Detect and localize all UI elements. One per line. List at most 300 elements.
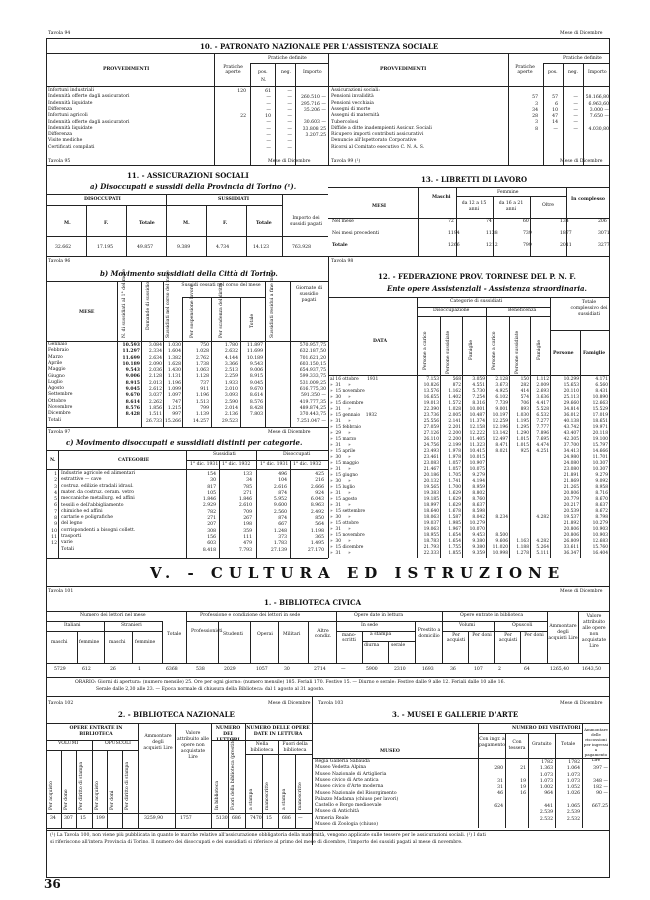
secc-category: estrattive — cave — [61, 477, 102, 483]
t98-label: Tavola 98 — [331, 259, 354, 264]
sec1-h-diurna: diurna — [364, 643, 380, 648]
sec10-h-pos: pos. — [258, 70, 268, 75]
sec1-h-serale: serale — [391, 643, 406, 648]
sec13-h-f1: da 12 a 15 anni — [461, 201, 487, 212]
sec10-left-row: Differenza — [48, 106, 73, 112]
sec12-title: 12. - FEDERAZIONE PROV. TORINESE DEL P. N. F. — [378, 272, 576, 281]
sec3-amm: 397 — 348 — 182 — 90 — 667.25 — [591, 766, 608, 810]
secb-c6: 11.897 11.699 10.189 9.543 9.006 8.915 9.045 9.670 8.614 8.576 8.428 7.803 — [246, 343, 263, 418]
sec10-h-aperte-r: Pratiche aperte — [515, 65, 535, 75]
sec13-cell: 206 — [598, 219, 607, 224]
t102-month: Mese di Dicembre — [268, 701, 311, 706]
sec13-cell: 739 — [523, 231, 532, 236]
sec2-h-opusc: OPUSCOLI — [105, 741, 131, 746]
sec1-value: 1 — [138, 667, 141, 672]
sec3-museum: Palazzo Madama (chiuso per lavori) — [315, 796, 399, 802]
sec2-h-amm: Ammontare degli acquisti Lire — [143, 734, 173, 751]
sec2-vh8: a stampa — [249, 788, 254, 810]
sec13-cell: 1194 — [448, 231, 460, 236]
secb-month: Marzo — [48, 354, 63, 360]
sec3-grat: 1782 1.363 1.073 1.073 1.002 964 441 2.539 2.532 — [539, 760, 553, 822]
sec1-h-femm2: femmine — [135, 640, 156, 645]
sec10-right-row: Assicurazioni sociali: — [331, 88, 380, 93]
secb-vh0: N. di sussidiati al 1° del mese — [122, 268, 127, 338]
sec1-h-stud: Studenti — [223, 632, 243, 637]
sec1-values — [46, 665, 610, 677]
sec1-value: 538 — [196, 667, 205, 672]
sec2-h-num: NUMERO DEI LETTORI — [215, 726, 241, 743]
sec3-museum: Museo di Antichità — [315, 809, 360, 815]
sec12-h-data: DATA — [373, 339, 388, 344]
sec13-row-label: Nel mese — [332, 219, 354, 224]
sec11-v0: 32.662 — [55, 245, 72, 250]
sec2-vh11: manoscritte — [298, 782, 303, 810]
sec3-h-num: NUMERO DEI VISITATORI — [512, 726, 581, 731]
secc-category: Industrie agricole ed alimentari — [61, 471, 136, 476]
sec10-h-neg: neg. — [281, 70, 292, 75]
sec13-cell: 1138 — [486, 231, 498, 236]
sec1-value: 64 — [524, 667, 530, 672]
sec10-right-row: Ricupero importi contributi assicurativi — [331, 132, 424, 138]
sec1-value: 107 — [474, 667, 483, 672]
sec1-h-doni1: Per doni — [472, 633, 492, 638]
secb-month: Totali — [48, 417, 61, 423]
sec1-h-vol: Volumi — [459, 623, 475, 628]
secc-h-d2b: 1° dic. 1932 — [293, 462, 322, 467]
sec10-right-row: Pensioni invalidità — [331, 94, 374, 100]
sec2-h-val: Valore attribuito alle opere non acquistate Lire — [177, 731, 209, 760]
sec13-title: 13. - LIBRETTI DI LAVORO — [421, 175, 528, 184]
sec2-vh7: Fuori della biblioteca (prestito) — [231, 737, 236, 810]
t99-label: Tavola 99 (¹) — [331, 159, 361, 164]
secc-category: del legno — [61, 521, 83, 527]
sec11-v1: 17.195 — [97, 245, 114, 250]
sec3-h-museo: MUSEO — [380, 749, 400, 754]
sec13-cell: 72 — [448, 219, 454, 224]
sec10-h-importo: Importo — [303, 70, 322, 75]
sec1-value: 5729 — [54, 667, 66, 672]
secc-category: costruz. edilizie stradali idraul. — [61, 483, 134, 489]
t96-label: Tavola 96 — [48, 259, 71, 264]
sec2-h-entr: OPERE ENTRATE IN BIBLIOTECA — [69, 726, 123, 737]
sec2-h-opere: NUMERO DELLE OPERE DATE IN LETTURA — [246, 726, 310, 737]
sec12-vh2: Famiglie — [469, 339, 474, 360]
secb-c1: 10.593 11.297 11.699 10.189 9.543 9.006 8.915 9.045 9.670 8.614 8.576 8.428 — [122, 343, 140, 418]
sec2-value: 15 — [80, 816, 86, 821]
sec12-h-pers: Persone — [553, 351, 574, 356]
sec1-h-tot: Totale — [167, 632, 182, 637]
sec2-vh2: Per diritto di stampa — [79, 761, 84, 810]
secb-month: Ottobre — [48, 398, 67, 404]
sec11-v5: 14.123 — [253, 245, 270, 250]
sec10-left-aperte: 120 22 — [237, 89, 246, 120]
secb-month: Aprile — [48, 360, 63, 366]
sec3-h-grat: Gratuito — [532, 742, 552, 747]
secc-c1: 154 30 817 105 1.846 2.929 782 271 207 308 156 603 8.418 — [202, 472, 216, 553]
sec3-museum: Museo Vedetta Alpina — [315, 765, 367, 771]
sec3-h-ct: Con tessera — [508, 740, 526, 751]
sec1-h-lett: Numero dei lettori nel mese — [80, 613, 146, 618]
secb-vh6: Sussidiati residui a fine mese — [270, 269, 275, 338]
sec12-c1: 7.153 10.826 13.576 16.655 19.013 22.390 23.736 25.556 27.059 27.126 26.110 24.756 23.493 23.461 23.083 21.467 20.186 20.132 19.565 19.383 19.185 18.997 18.640 18.063 19.037 19.063 18.955 18.783 21.793 22.333 — [423, 377, 439, 556]
sec1-value: 2310 — [394, 667, 406, 672]
sec3-museum: Museo Nazionale di Artiglieria — [315, 771, 387, 777]
secb-vh7: Giornate di sussidio pagati — [295, 286, 323, 303]
sec10-left-importo: 260.510 — 295.716 — 35.206 — 30.603 — 33.808 25 3.207.25 — [300, 95, 326, 139]
top-right-header: Mese di Dicembre — [560, 31, 603, 36]
sec2-values — [46, 816, 312, 826]
sec12-vh1: Persone sussidiate — [446, 330, 451, 374]
sec13-h-f3: Oltre — [542, 203, 554, 208]
secc-h-d1a: 1° dic. 1931 — [190, 462, 219, 467]
sec11-v6: 763.928 — [292, 245, 311, 250]
secc-category: corrispondenti a bisogni collett. — [61, 527, 136, 533]
sec13-cell: 1877 — [560, 231, 572, 236]
sec12-c6: 1.112 2.009 2.693 3.636 4.417 5.528 6.532 7.277 7.777 7.896 7.695 4.474 4.251 4.282 4.282 5.264 5.111 — [536, 377, 549, 556]
sec12-c2: 568 872 1.162 1.402 1.572 1.028 2.005 2.141 2.201 2.200 2.200 2.199 1.978 1.978 1.057 1.057 1.705 1.741 1.700 1.629 1.629 1.629 1.678 1.587 1.985 1.967 1.654 1.654 1.755 1.855 — [448, 377, 461, 556]
sec3-h-amm: Ammontare delle riscossioni per ingressi a pagamento Lire — [583, 727, 609, 762]
sec10-left-row: Indennità liquidate — [48, 100, 93, 106]
sec12-c5: 150 282 414 574 706 893 1.030 1.195 1.295 1.290 1.015 1.015 925 1.163 1.188 1.278 — [516, 377, 529, 556]
sec12-h-tot: Totale complessivo dei sussidiati — [570, 300, 608, 317]
secb-vh1: Domande di sussidio — [146, 281, 151, 330]
secc-category: tessili e dell'abbigliamento — [61, 502, 124, 508]
sec1-value: 26 — [110, 667, 116, 672]
sec3-note2: si riferiscono all'intera Provincia di Torino. Il numero dei disoccupati e dei sussidiati si riferisce al primo del mese di dicembre, l'importo dei sussidi pagati al mese di novembre. — [50, 840, 463, 845]
sec10-left-row: Infortuni industriali — [48, 88, 95, 93]
sec1-h-insede: In sede — [361, 623, 378, 628]
sec2-value: 199 — [96, 816, 105, 821]
sec1-h-ital: Italiani — [64, 623, 81, 628]
secc-category: mater. da costruz. ceram. vetro — [61, 489, 135, 495]
sec2-h-fuori: Fuori della biblioteca — [282, 742, 308, 753]
sec10-right-neg: — — — — — — — [573, 95, 578, 132]
sec10-left-row: Indennità offerte dagli assicuratori — [48, 119, 130, 125]
secc-n: 1 2 3 4 5 6 7 8 9 10 11 12 — [51, 472, 57, 547]
sec11-v3: 9.389 — [177, 245, 191, 250]
sec13-cell: 60 — [523, 219, 529, 224]
sec12-dates: al 16 ottobre 1931 » 31 » » 15 novembre » 30 » » 15 dicembre » 31 » » 15 gennaio 1932 » 31 » » 15 febbraio » 29 » » 15 marzo » 31 » » 15 aprile » 30 » » 15 maggio » 31 » » 15 giugno » 30 » » 15 luglio » 31 » » 15 agosto » 31 » » 15 settembre » 30 » » 15 ottobre » 31 » » 15 novembre » 30 » » 15 dicembre » 31 » — [330, 377, 379, 556]
sec10-h-n: N. — [261, 78, 267, 83]
t97-month: Mese di Dicembre — [268, 430, 311, 435]
secc-category: cartarie e poligrafiche — [61, 515, 113, 521]
sec1-h-maschi1: maschi — [51, 640, 68, 645]
sec3-ct: 21 19 19 16 — [520, 766, 526, 797]
sec11-title: 11. - ASSICURAZIONI SOCIALI — [127, 171, 249, 180]
sec1-value: 5900 — [366, 667, 378, 672]
sec10-h-definite-r: Pratiche definite — [563, 56, 602, 61]
secc-title: c) Movimento disoccupati e sussidiati distinti per categorie. — [66, 438, 303, 447]
sec1-h-amm: Ammontare degli acquisti Lire — [548, 624, 578, 641]
sec12-vh5: Famiglie — [537, 339, 542, 360]
sec11-h-f1: F. — [104, 221, 109, 226]
sec11-h-m1: M. — [64, 221, 71, 226]
secb-c4: 750 1.028 2.762 1.738 1.063 1.128 737 911 1.196 1.513 799 1.139 14.257 — [192, 343, 209, 424]
sec2-vh3: Per acquisto — [95, 781, 100, 810]
sec2-vh9: manoscritte — [265, 782, 270, 810]
sec1-h-acq1: Per acquisti — [446, 633, 466, 643]
secb-c2: 3.084 2.334 2.634 2.090 2.036 2.128 2.013 2.612 3.037 2.262 1.856 1.511 26.733 — [145, 343, 162, 424]
sec11-h-sussid: SUSSIDIATI — [218, 197, 250, 202]
sec3-museum: Castello e Borgo medioevale — [315, 803, 382, 809]
sec10-left-row: Certificati compilati — [48, 144, 95, 150]
sec3-museum: Armeria Reale — [315, 815, 349, 821]
secc-category: Totali — [61, 546, 74, 552]
sec2-vh6: In biblioteca — [215, 780, 220, 810]
sec1-h-opusc: Opuscoli — [512, 623, 533, 628]
t103-month: Mese di Dicembre — [560, 701, 603, 706]
secb-vh2: Sussidiati nel corso del mese — [166, 270, 171, 338]
sec12-h-dis: Disoccupazione — [433, 308, 470, 313]
sec10-left-row: Infortuni agricoli — [48, 113, 88, 119]
secc-c4: 425 216 2.666 924 6.043 8.963 2.492 850 564 1.198 365 1.495 27.170 — [307, 472, 324, 553]
secb-month: Giugno — [48, 373, 65, 379]
sec1-value: 1643,50 — [582, 667, 601, 672]
sec2-h-nella: Nella biblioteca — [250, 742, 274, 753]
sec12-vh3: Persone a carico — [492, 331, 497, 370]
secc-h-dis: Disoccupati — [283, 452, 311, 457]
sec13-h-maschi: Maschi — [432, 195, 451, 200]
sec10-right-row: Assegni di maternità — [331, 113, 380, 119]
sec12-c3: 3.059 4.551 5.730 7.254 8.316 10.001 10.487 11.374 12.158 12.222 11.405 11.323 10.415 10.015 10.907 10.075 9.279 4.194 8.959 8.802 8.760 8.637 8.598 8.042 10.279 10.070 9.453 9.380 9.380 9.359 — [469, 377, 485, 556]
sec12-h-fam: Famiglie — [583, 351, 606, 356]
sec3-museum: Museo civico d'Arte moderna — [315, 784, 384, 790]
sec1-h-stran: Stranieri — [121, 623, 142, 628]
sec13-h-tot: In complesso — [571, 197, 605, 202]
sec10-right-row: Assegni di morte — [331, 106, 371, 112]
sec10-right-row: Pensioni vecchiaia — [331, 100, 374, 106]
sec1-title: 1. - BIBLIOTECA CIVICA — [264, 598, 362, 607]
sec11-h-importo: Importo dei sussidi pagati — [289, 216, 323, 227]
sec2-value: 686 — [232, 816, 241, 821]
sec3-note1: (¹) La Tavola 100, non viene più pubblicata in quanto le marche relative all'assicurazione obbligatoria della maternità, vengono applicate sulle tessere per le assicurazioni sociali. (¹) I dati — [50, 833, 486, 838]
secb-month: Agosto — [48, 386, 64, 392]
sec10-right-row: Denuncie all'Ispettorato Corporative — [331, 138, 417, 144]
sec12-subtitle: Ente opere Assistenziali - Assistenza straordinaria. — [387, 284, 587, 293]
sec11-h-f2: F. — [223, 221, 228, 226]
sec3-tot: 1782 1.064 1.073 1.073 1.052 1.026 1.065 2.539 2.532 — [566, 760, 580, 822]
sec12-h-cat: Categorie di sussidiati — [450, 299, 503, 304]
secc-h-d2a: 1° dic. 1932 — [222, 462, 251, 467]
sec2-value: 7470 — [250, 816, 262, 821]
sec10-right-aperte: 57 3 34 28 3 8 — [532, 95, 538, 132]
sec2-value: 686 — [282, 816, 291, 821]
sec11-v4: 4.734 — [216, 245, 230, 250]
sec11-v2: 49.857 — [137, 245, 154, 250]
secc-category: meccaniche metallurg. ed affini — [61, 496, 135, 502]
sec10-right-importo: 58.166,80 6.963,60 3.000 — 7.650 — 4.030,80 — [585, 95, 609, 132]
sec10-h-aperte: Pratiche aperte — [223, 65, 243, 75]
sec1-h-val: Valore attribuito alle opere non acquistate Lire — [581, 614, 607, 649]
sec1-orario2: Serale dalle 2,30 alle 23. — Epoca normale di chiusura della Biblioteca: dal 1 agosto al 31 agosto. — [96, 687, 325, 692]
sec10-right-row: Tubercolosi — [331, 119, 359, 125]
sec10-right-row: Diffide a ditte inadempienti Assicur. Sociali — [331, 125, 432, 131]
sec2-value: — — [298, 816, 303, 821]
sec10-h-neg-r: neg. — [568, 70, 579, 75]
sec1-value: 1265,40 — [550, 667, 569, 672]
secc-h-n: N. — [50, 458, 56, 463]
sec13-cell: 3071 — [598, 231, 610, 236]
sec2-value: 5130 — [216, 816, 228, 821]
sec12-h-ben: Beneficenza — [508, 308, 537, 313]
sec3-museum: Regia Galleria Sabauda — [315, 759, 370, 764]
sec3-h-cp: Con ingr. a pagamento — [479, 737, 506, 748]
sec2-title: 2. - BIBLIOTECA NAZIONALE — [118, 710, 235, 719]
top-left-header: Tavola 94 — [48, 31, 71, 36]
sec2-vh1: Per dono — [64, 789, 69, 810]
sec10-left-pos: 61 — — — 10 — — — — — — [265, 89, 271, 151]
secb-vh3: Per sospensione lavoro — [190, 284, 195, 338]
secb-month: Novembre — [48, 405, 73, 410]
sec10-right-pos: 57 6 10 47 14 — — [552, 95, 558, 132]
sec10-left-row: Indennità offerte dagli assicuratori — [48, 94, 130, 100]
secc-c3: 496 104 2.616 874 5.952 9.600 2.560 874 667 1.248 373 1.783 27.139 — [270, 472, 287, 553]
secc-h-d1b: 1° dic. 1931 — [260, 462, 289, 467]
sec2-vh5: Per diritto di stampa — [125, 761, 130, 810]
sec13-h-femmine: Femmine — [497, 190, 519, 195]
secc-category: chimiche ed affini — [61, 508, 103, 514]
secc-category: trasporti — [61, 534, 82, 539]
secc-c2: 133 34 785 271 1.846 2.610 709 267 198 359 111 479 7.793 — [238, 472, 252, 553]
sec3-title: 3. - MUSEI E GALLERIE D'ARTE — [392, 710, 519, 719]
secb-vh5: Totale — [250, 313, 255, 328]
sec11-subtitle: a) Disoccupati e sussidi della Provincia di Torino (¹). — [90, 182, 297, 191]
sec2-value: 307 — [64, 816, 73, 821]
secb-c3: 1.030 1.604 1.382 1.628 1.430 1.131 1.196 1.099 1.097 747 1.215 997 15.266 — [164, 343, 181, 424]
t102-label: Tavola 102 — [48, 701, 74, 706]
sec13-cell: 3277 — [598, 243, 610, 248]
secb-month: Settembre — [48, 392, 73, 398]
sec2-value: 3259,90 — [144, 816, 163, 821]
sec3-museum: Museo Nazionale del Risorgimento — [315, 790, 397, 796]
sec1-h-op: Operai — [257, 632, 273, 637]
secb-h-cessati: Sussidi cessati nel corso del mese — [181, 283, 261, 288]
page-number: 36 — [44, 877, 61, 891]
sec1-value: 6368 — [166, 667, 178, 672]
sec1-h-prestito: Prestito a domicilio — [417, 628, 441, 639]
t103-label: Tavola 103 — [318, 701, 344, 706]
sec10-left-row: Indennità liquidate — [48, 125, 93, 131]
sec10-h-importo-r: Importo — [588, 70, 607, 75]
t101-label: Tavola 101 — [48, 589, 74, 594]
sec2-vh0: Per acquisto — [49, 781, 54, 810]
sec1-h-acq2: Per acquisti — [498, 633, 518, 643]
sec13-cell: 799 — [523, 243, 532, 248]
sec10-left-neg: — — — — — — — — — — — [287, 89, 292, 151]
sec10-right-row: Ricorsi al Comitato esecutivo C. N. A. S. — [331, 144, 425, 150]
sec1-h-opere: Opere date in lettura — [354, 613, 404, 618]
sec13-row-label: Totale — [332, 243, 348, 248]
sec10-left-row: Visite mediche — [48, 138, 83, 144]
sec12-c8: 4.171 6.560 8.431 10.890 12.663 15.529 17.019 18.651 19.971 20.118 19.100 15.797 14.666 11.701 10.307 10.307 9.279 9.092 8.958 8.716 8.670 8.637 8.672 8.798 10.279 10.903 10.903 12.683 15.760 16.404 — [592, 377, 608, 556]
t95-label: Tavola 95 — [48, 159, 71, 164]
sec13-cell: 1266 — [448, 243, 460, 248]
sec1-value: — — [341, 667, 346, 672]
secb-title: b) Movimento sussidiati della Città di Torino. — [100, 269, 278, 278]
sec3-cp: 280 31 31 46 624 — [494, 766, 503, 810]
sec10-h-prov-r: PROVVEDIMENTI — [380, 67, 427, 72]
sec1-value: 2 — [498, 667, 501, 672]
sec1-h-prof: Professione e condizione dei lettori in sede — [200, 613, 301, 618]
sec11-h-disoc: DISOCCUPATI — [84, 197, 121, 202]
sec12-vh4: Persone sussidiate — [515, 330, 520, 374]
sec11-h-tot2: Totale — [256, 221, 272, 226]
secb-c5: 1.780 2.632 4.144 3.366 2.513 2.259 1.933 2.010 3.093 2.590 2.014 2.136 29.523 — [221, 343, 238, 424]
sec12-c7: 10.299 15.653 20.110 25.113 29.660 34.814 36.012 40.138 43.742 43.407 42.305 37.700 34.413 24.980 24.080 23.080 21.891 21.869 21.265 20.806 20.779 20.217 20.539 19.537 21.892 20.806 20.806 26.809 33.611 36.347 — [563, 377, 579, 556]
sec2-value: 15 — [266, 816, 272, 821]
sec10-title: 10. - PATRONATO NAZIONALE PER L'ASSISTENZA SOCIALE — [200, 42, 439, 51]
secb-month: Febbraio — [48, 348, 69, 354]
t97-label: Tavola 97 — [48, 430, 71, 435]
sec11-h-tot1: Totale — [139, 221, 155, 226]
sec2-vh10: a stampa — [282, 788, 287, 810]
sec1-orario1: ORARIO: Giorni di apertura: (numero mensile) 25. Ore per ogni giorno: (numero mensile) 185. Feriali 170. Festive 15. — Diurno e serale: Festive dalle 9 alle 12. Feriali dalle 10 alle 16. — [75, 680, 505, 685]
sec1-h-profn: Professionisti — [191, 629, 223, 634]
sec13-cell: 134 — [560, 219, 569, 224]
sec10-h-prov: PROVVEDIMENTI — [103, 67, 150, 72]
sec1-h-mano: mano-scritti — [341, 633, 357, 643]
sec13-rows — [328, 220, 610, 256]
sec11-h-m2: M. — [183, 221, 190, 226]
sec10-left-row: Differenza — [48, 132, 73, 138]
sec12-c4: 2.128 3.673 4.925 6.102 7.739 9.001 10.197 12.259 12.196 13.142 12.497 8.471 8.021 8.234 8.500 9.606 11.020 10.998 — [492, 377, 508, 556]
sec1-h-femm1: femmine — [79, 640, 100, 645]
sec2-h-vol: VOLUMI — [58, 741, 79, 746]
sec10-h-definite: Pratiche definite — [268, 56, 307, 61]
secb-month: Dicembre — [48, 411, 71, 417]
sec13-cell: 2011 — [560, 243, 572, 248]
sec1-value: 36 — [450, 667, 456, 672]
secb-month: Maggio — [48, 367, 66, 373]
sec13-cell: 1212 — [486, 243, 498, 248]
sec1-h-doni2: Per doni — [524, 633, 544, 638]
sec1-h-maschi2: maschi — [109, 640, 126, 645]
sec3-museum: Museo civico di Arte antica — [315, 777, 379, 783]
sec1-h-stampa: a stampa — [370, 632, 392, 637]
secb-vh4: Per scadenza del diritto — [219, 282, 224, 338]
sec12-vh0: Persone a carico — [423, 331, 428, 370]
secb-month: Luglio — [48, 379, 63, 385]
sec13-cell: 74 — [486, 219, 492, 224]
sec1-h-entr: Opere entrate in biblioteca — [460, 613, 524, 618]
t101-month: Mese di Dicembre — [560, 589, 603, 594]
sec1-value: 2029 — [224, 667, 236, 672]
sec13-h-mesi: MESI — [372, 204, 387, 209]
sec1-value: 1057 — [256, 667, 268, 672]
secc-category: varie — [61, 540, 73, 546]
secc-h-cat: CATEGORIE — [118, 458, 150, 463]
sec10-h-pos-r: pos. — [548, 70, 558, 75]
sec2-value: 34 — [50, 816, 56, 821]
sec1-value: 30 — [284, 667, 290, 672]
sec1-h-altre: Altre condiz. — [314, 629, 332, 639]
sec1-value: 1693 — [422, 667, 434, 672]
sec13-h-f2: da 16 a 21 anni — [498, 201, 524, 212]
t95-month: Mese di Dicembre — [268, 159, 311, 164]
sec1-value: 612 — [82, 667, 91, 672]
sec1-h-mil: Militari — [283, 632, 301, 637]
t99-month: Mese di Dicembre — [560, 159, 603, 164]
secb-c7: 570.957,75 632.187,50 701.621,20 603.150,15 654.937,75 599.333,75 531.009,25 616.775,30 591.350 — 419.777,35 489.874,25 370.443,75 7.251.047 — — [296, 343, 326, 424]
secb-h-mese: MESE — [79, 310, 95, 315]
sec5-title: V. - CULTURA ED ISTRUZIONE — [150, 564, 566, 582]
sec2-vh4: Per doni — [110, 790, 115, 810]
sec13-row-label: Nei mesi precedenti — [332, 231, 380, 236]
sec2-value: 1757 — [180, 816, 192, 821]
sec1-value: 2714 — [314, 667, 326, 672]
sec3-museum: Museo di Zoologia (chiuso) — [315, 822, 379, 827]
secc-h-sus: Sussidiati — [213, 452, 236, 457]
